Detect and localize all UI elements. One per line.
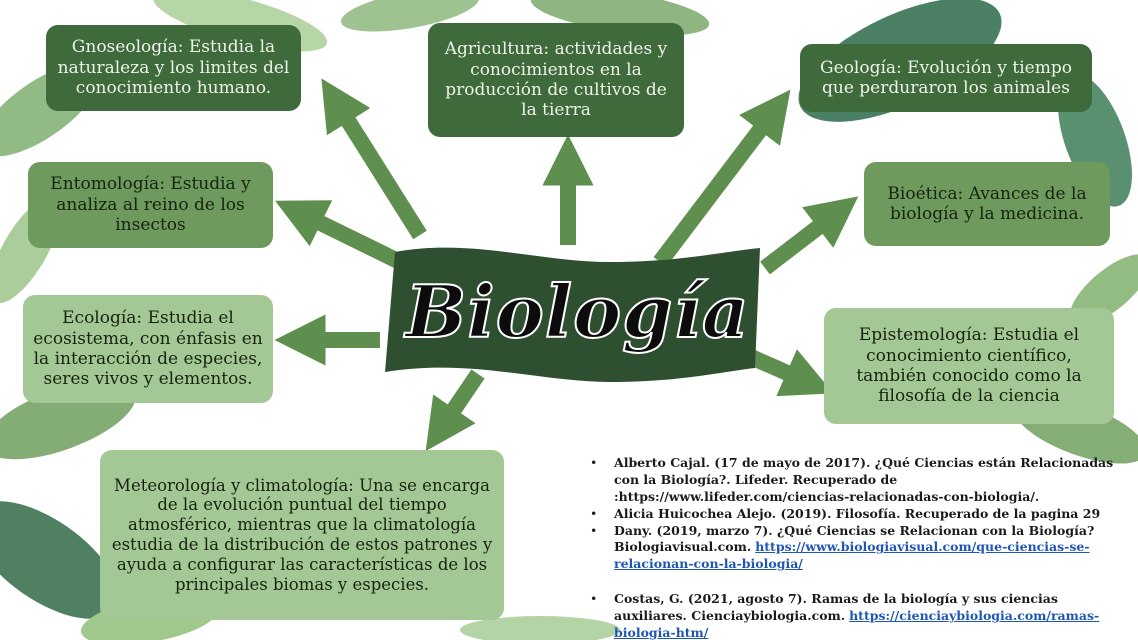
arrow-to-bioetica: [765, 212, 838, 268]
arrow-to-meteorologia: [440, 374, 478, 430]
node-epistemologia: Epistemología: Estudia el conocimiento científico, también conocido como la filosofía de la ciencia: [824, 308, 1114, 424]
reference-link[interactable]: https://cienciaybiologia.com/ramas-biologia-htm/: [614, 608, 1100, 640]
reference-item: • Alberto Cajal. (17 de mayo de 2017). ¿Qué Ciencias están Relacionadas con la Biología?. Lifeder. Recuperado de :https://www.lifeder.com/ciencias-relacionadas-con-biologia/.: [588, 455, 1133, 506]
node-entomologia: Entomología: Estudia y analiza al reino de los insectos: [28, 162, 273, 248]
arrow-to-entomologia: [298, 212, 400, 262]
arrow-to-gnoseologia: [335, 100, 420, 235]
node-geologia: Geología: Evolución y tiempo que perduraron los animales: [800, 44, 1092, 112]
node-meteorologia: Meteorología y climatología: Una se encarga de la evolución puntual del tiempo atmosférico, mientras que la climatología estudia de la distribución de estos patrones y ayuda a configurar las características de los principales biomas y especies.: [100, 450, 504, 620]
node-bioetica: Bioética: Avances de la biología y la medicina.: [864, 162, 1110, 246]
reference-item: • Dany. (2019, marzo 7). ¿Qué Ciencias se Relacionan con la Biología? Biologiavisual.com. https://www.biologiavisual.com/que-ciencias-se-relacionan-con-la-biologia/: [588, 523, 1133, 574]
reference-link[interactable]: https://www.biologiavisual.com/que-ciencias-se-relacionan-con-la-biologia/: [614, 539, 1090, 572]
references-list: [588, 455, 1133, 640]
reference-item: • Alicia Huicochea Alejo. (2019). Filosofía. Recuperado de la pagina 29: [588, 506, 1133, 523]
central-title: Biología: [405, 268, 750, 354]
node-gnoseologia: Gnoseología: Estudia la naturaleza y los limites del conocimiento humano.: [46, 25, 301, 111]
node-ecologia: Ecología: Estudia el ecosistema, con énfasis en la interacción de especies, seres vivos y elementos.: [23, 295, 273, 403]
reference-item: • Costas, G. (2021, agosto 7). Ramas de la biología y sus ciencias auxiliares. Cienciaybiologia.com. https://cienciaybiologia.com/ramas-biologia-htm/: [588, 591, 1133, 640]
node-agricultura: Agricultura: actividades y conocimientos en la producción de cultivos de la tierra: [428, 23, 684, 137]
